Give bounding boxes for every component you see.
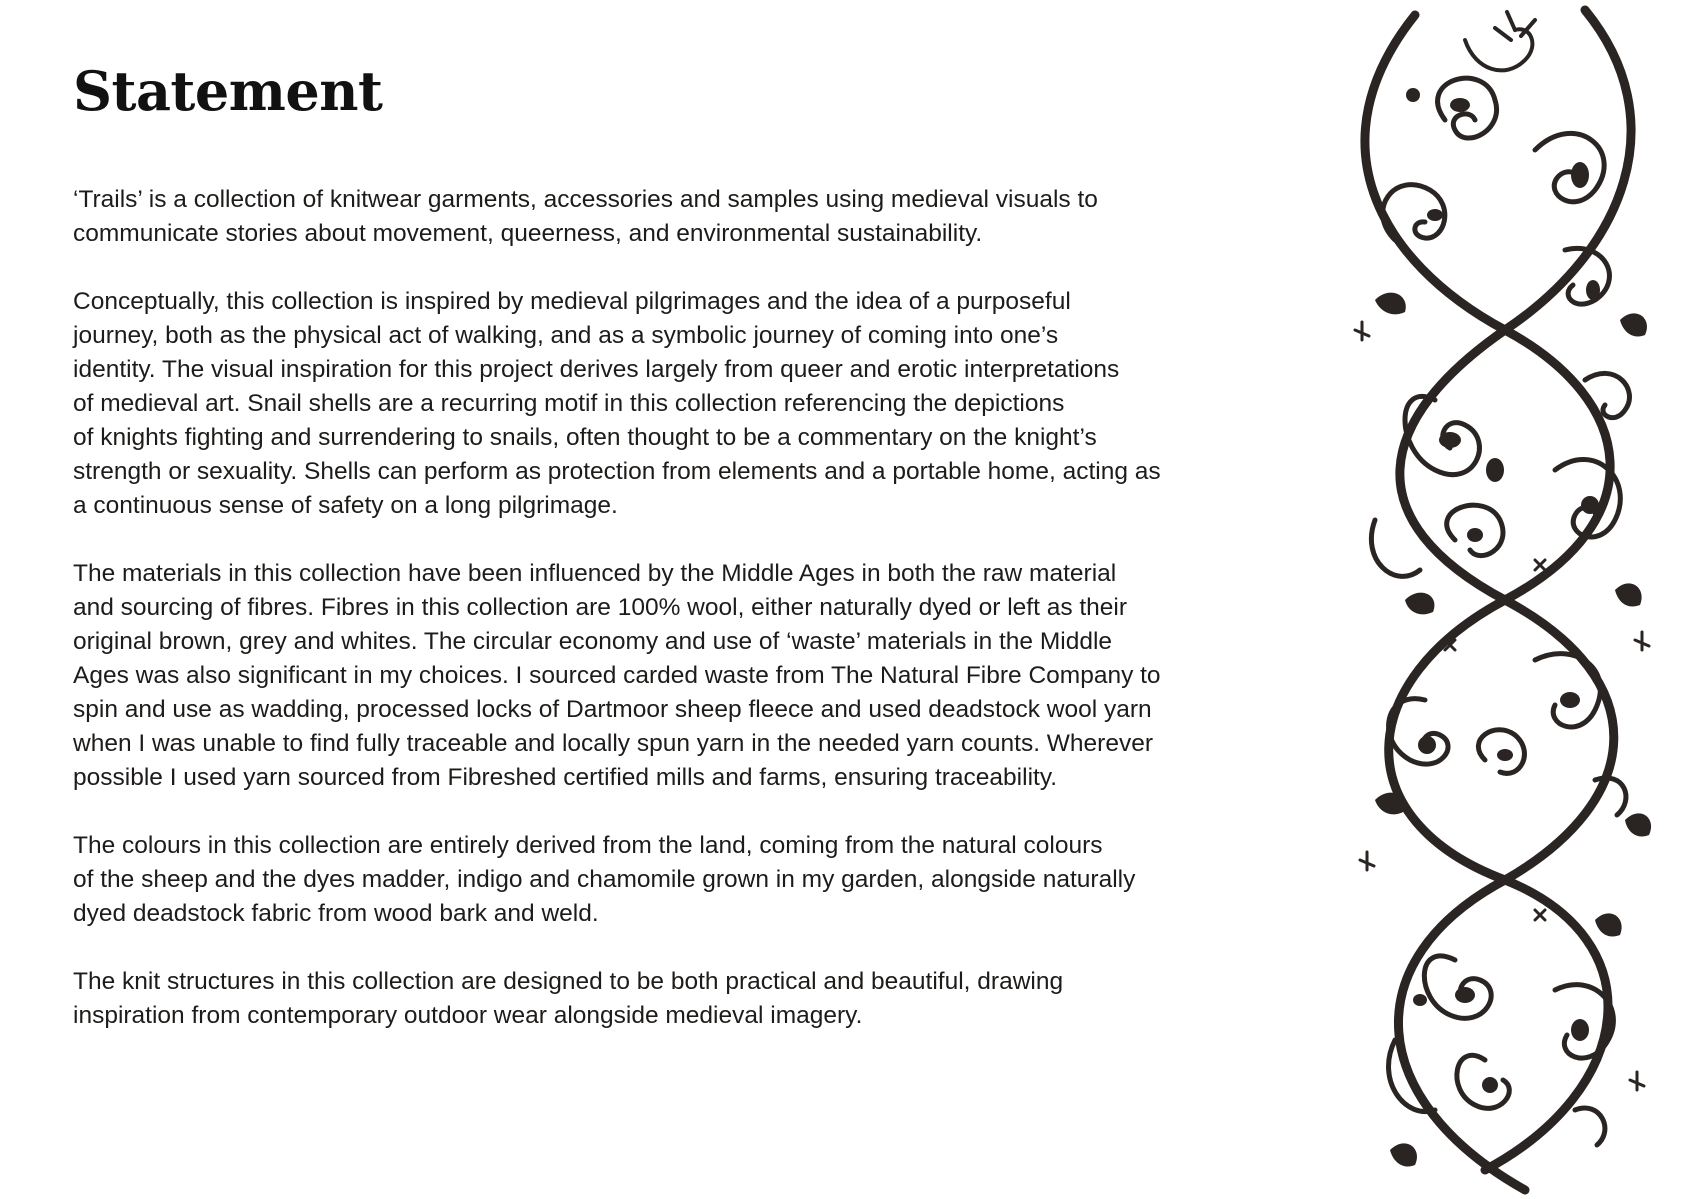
text-line: Conceptually, this collection is inspired by medieval pilgrimages and the idea of a purposeful (73, 288, 1071, 315)
paragraph-concept (73, 285, 1318, 523)
statement-body (73, 183, 1318, 1067)
text-line: ‘Trails’ is a collection of knitwear garments, accessories and samples using medieval visuals to (73, 186, 1098, 213)
text-line: original brown, grey and whites. The circular economy and use of ‘waste’ materials in the Middle (73, 628, 1113, 655)
text-line: a continuous sense of safety on a long pilgrimage. (73, 492, 618, 519)
text-line: strength or sexuality. Shells can perform as protection from elements and a portable home, acting as (73, 458, 1161, 485)
text-line: and sourcing of fibres. Fibres in this collection are 100% wool, either naturally dyed or left as their (73, 594, 1128, 621)
paragraph-intro (73, 183, 1318, 251)
text-line: The materials in this collection have been influenced by the Middle Ages in both the raw material (73, 560, 1117, 587)
text-line: identity. The visual inspiration for this project derives largely from queer and erotic interpretations (73, 356, 1120, 383)
text-line: of the sheep and the dyes madder, indigo and chamomile grown in my garden, alongside naturally (73, 866, 1136, 893)
page-title: Statement (73, 59, 383, 123)
text-line: when I was unable to find fully traceable and locally spun yarn in the needed yarn counts. Wherever (73, 730, 1153, 757)
paragraph-colours (73, 829, 1318, 931)
paragraph-structures (73, 965, 1318, 1033)
paragraph-materials (73, 557, 1318, 795)
text-line: communicate stories about movement, queerness, and environmental sustainability. (73, 220, 983, 247)
text-line: inspiration from contemporary outdoor wear alongside medieval imagery. (73, 1002, 863, 1029)
text-line: Ages was also significant in my choices. I sourced carded waste from The Natural Fibre Company to (73, 662, 1161, 689)
vine-scroll-icon (1335, 0, 1665, 1199)
text-line: of medieval art. Snail shells are a recurring motif in this collection referencing the depictions (73, 390, 1065, 417)
text-line: spin and use as wadding, processed locks of Dartmoor sheep fleece and used deadstock wool yarn (73, 696, 1152, 723)
text-line: dyed deadstock fabric from wood bark and weld. (73, 900, 599, 927)
text-line: possible I used yarn sourced from Fibreshed certified mills and farms, ensuring traceability. (73, 764, 1058, 791)
text-line: The colours in this collection are entirely derived from the land, coming from the natural colours (73, 832, 1103, 859)
text-line: The knit structures in this collection are designed to be both practical and beautiful, drawing (73, 968, 1064, 995)
text-line: of knights fighting and surrendering to snails, often thought to be a commentary on the knight’s (73, 424, 1097, 451)
text-line: journey, both as the physical act of walking, and as a symbolic journey of coming into one’s (73, 322, 1059, 349)
